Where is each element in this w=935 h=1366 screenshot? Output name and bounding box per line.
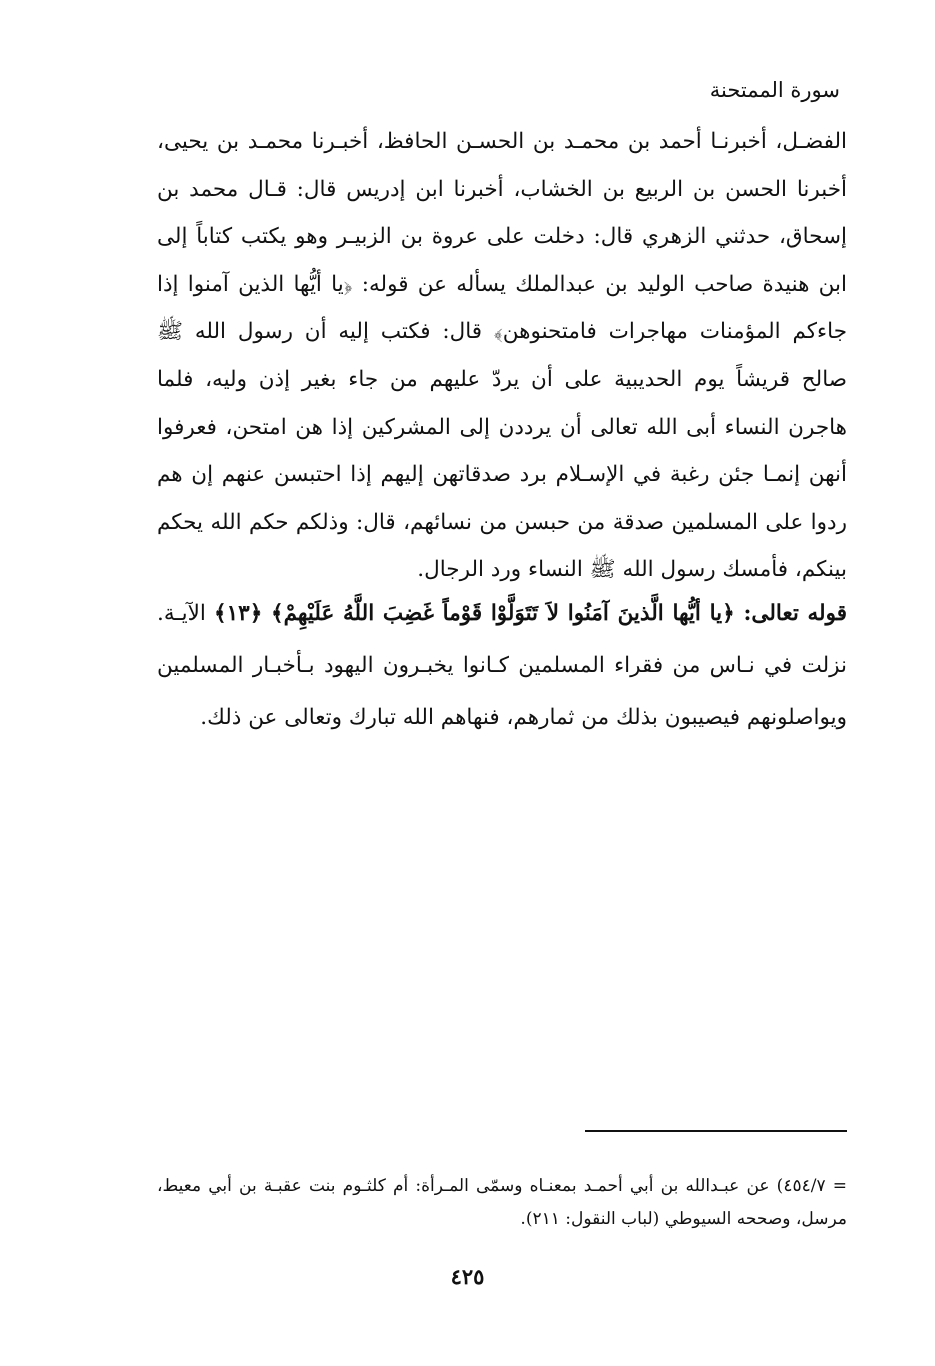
footnote <box>157 1170 847 1236</box>
footnote-divider <box>585 1130 847 1132</box>
body-paragraph: الفضـل، أخبرنـا أحمد بن محمـد بن الحسـن الحافظ، أخبـرنا محمـد بن يحيى، أخبرنا الحسن بن الربيع بن الخشاب، أخبرنا ابن إدريس قال: قـال محمد بن إسحاق، حدثني الزهري قال: دخلت على عروة بن الزبيـر وهو يكتب كتاباً إلى ابن هنيدة صاحب الوليد بن عبدالملك يسأله عن قوله: ﴿يا أيُّها الذين آمنوا إذا جاءكم المؤمنات مهاجرات فامتحنوهن﴾ قال: فكتب إليه أن رسول الله ﷺ صالح قريشاً يوم الحديبية على أن يردّ عليهم من جاء بغير إذن وليه، فلما هاجرن النساء أبى الله تعالى أن يرددن إلى المشركين إذا هن امتحن، فعرفوا أنهن إنمـا جئن رغبة في الإسـلام برد صدقاتهن إليهم إذا احتبسن عنهم إن هم ردوا على المسلمين صدقة من حبسن من نسائهم، قال: وذلكم حكم الله يحكم بينكم، فأمسك رسول الله ﷺ النساء ورد الرجال. <box>157 129 847 583</box>
running-header: سورة الممتحنة <box>709 78 840 102</box>
footnote-text: = ٤٥٤/٧) عن عبـدالله بن أبي أحمـد بمعنـاه وسمّى المـرأة: أم كلثـوم بنت عقبـة بن أبي معيط، مرسل، وصححه السيوطي (لباب النقول: ٢١١). <box>157 1176 847 1229</box>
page-number: ٤٢٥ <box>450 1264 485 1289</box>
verse-section <box>157 588 847 744</box>
main-text <box>157 118 847 594</box>
verse-commentary: الآيـة. نزلت في نـاس من فقراء المسلمين كـانوا يخبـرون اليهود بـأخبـار المسلمين ويواصلونهم فيصيبون بذلك من ثمارهم، فنهاهم الله تبارك وتعالى عن ذلك. <box>157 601 847 730</box>
verse-quote: ﴿يا أيُّها الَّذينَ آمَنُوا لاَ تَتَوَلَّوْا قَوْماً غَضِبَ اللَّهُ عَلَيْهِمْ﴾ ﴿١٣﴾ <box>213 601 735 626</box>
verse-intro: قوله تعالى: <box>734 601 847 626</box>
verse-paragraph <box>157 588 847 744</box>
